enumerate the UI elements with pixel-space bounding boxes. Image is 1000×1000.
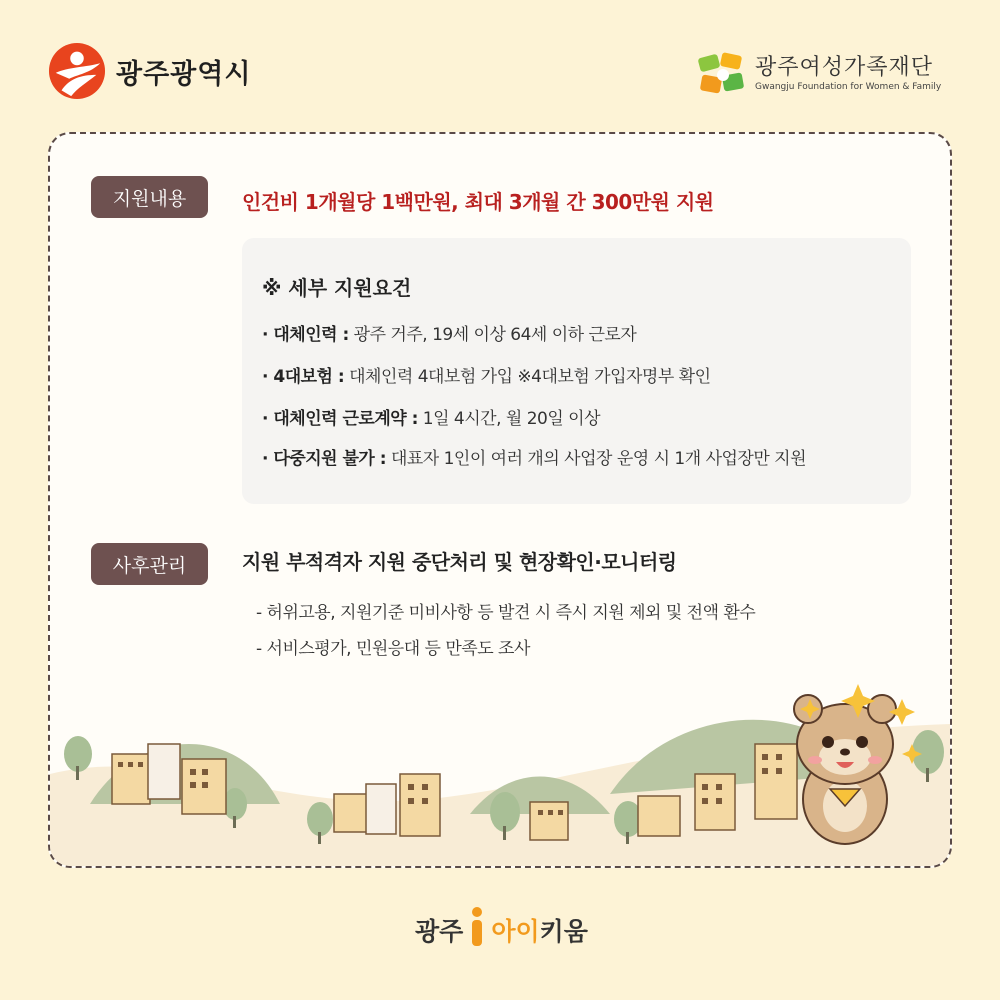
building-icon [530, 802, 568, 840]
town-illustration [50, 574, 950, 866]
footer-brand-left: 광주 [415, 917, 464, 946]
requirement-desc: 1일 4시간, 월 20일 이상 [417, 409, 601, 429]
building-icon [334, 794, 370, 832]
building-icon [148, 744, 180, 799]
requirement-item [262, 444, 806, 469]
requirement-item [262, 404, 600, 429]
aftercare-headline: 지원 부적격자 지원 중단처리 및 현장확인·모니터링 [242, 550, 677, 574]
requirement-term: · 대체인력 근로계약 : [262, 409, 418, 429]
foundation-logo [697, 50, 941, 100]
gwangju-city-logo [48, 42, 251, 100]
requirement-term: · 4대보험 : [262, 367, 345, 387]
gwangju-emblem-icon [48, 42, 106, 100]
requirement-desc: 대표자 1인이 여러 개의 사업장 운영 시 1개 사업장만 지원 [386, 449, 807, 469]
city-name: 광주광역시 [116, 58, 252, 90]
footer-brand-mid: 아이 [491, 917, 540, 946]
support-label: 지원내용 [91, 176, 208, 218]
building-icon [695, 774, 735, 830]
i-figure-icon [467, 906, 487, 948]
building-icon [638, 796, 680, 836]
requirement-term: · 대체인력 : [262, 325, 349, 345]
requirement-item [262, 362, 711, 387]
support-headline: 인건비 1개월당 1백만원, 최대 3개월 간 300만원 지원 [242, 190, 714, 214]
footer-brand-right: 키움 [539, 917, 588, 946]
aftercare-label: 사후관리 [91, 543, 208, 585]
aftercare-item: - 허위고용, 지원기준 미비사항 등 발견 시 즉시 지원 제외 및 전액 환수 [256, 603, 756, 623]
requirement-item [262, 320, 636, 345]
requirements-box [242, 238, 911, 504]
foundation-emblem-icon [697, 50, 749, 100]
building-icon [112, 754, 150, 804]
requirements-title: ※ 세부 지원요건 [262, 276, 412, 300]
content-card [48, 132, 952, 868]
foundation-name-en: Gwangju Foundation for Women & Family [755, 82, 942, 92]
aftercare-item: - 서비스평가, 민원응대 등 만족도 조사 [256, 639, 530, 659]
building-icon [400, 774, 440, 836]
foundation-name-ko: 광주여성가족재단 [755, 55, 934, 80]
requirement-term: · 다중지원 불가 : [262, 449, 387, 469]
requirement-desc: 대체인력 4대보험 가입 ※4대보험 가입자명부 확인 [344, 367, 711, 387]
building-icon [366, 784, 396, 834]
requirement-desc: 광주 거주, 19세 이상 64세 이하 근로자 [348, 325, 637, 345]
footer-brand-logo [415, 906, 588, 948]
